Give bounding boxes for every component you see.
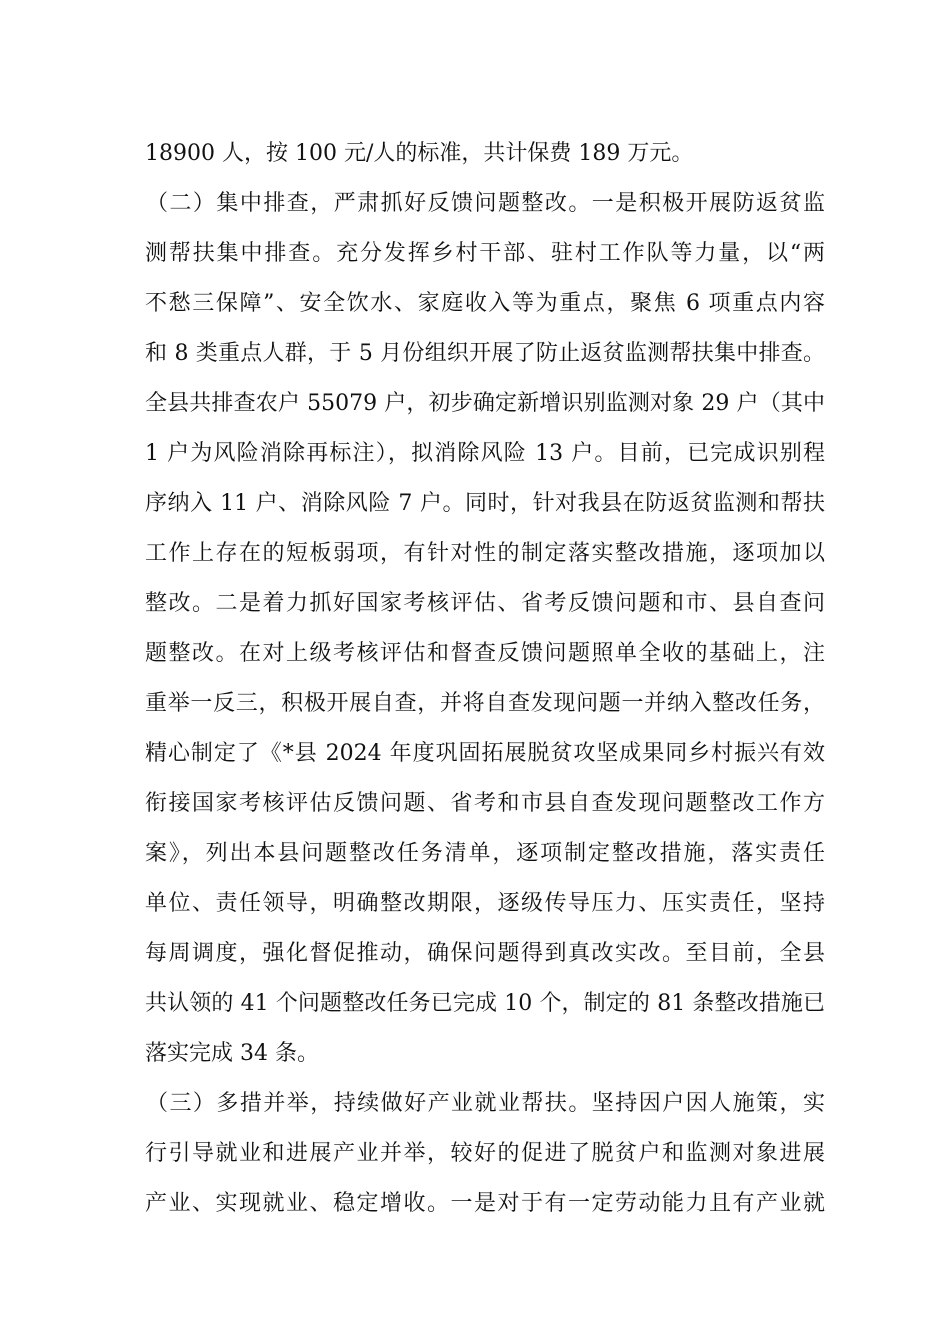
text-line: 单位、责任领导，明确整改期限，逐级传导压力、压实责任，坚持 (145, 891, 825, 916)
text-line: 精心制定了《*县 2024 年度巩固拓展脱贫攻坚成果同乡村振兴有效 (145, 741, 825, 766)
text-line: 题整改。在对上级考核评估和督查反馈问题照单全收的基础上，注 (145, 641, 825, 666)
text-line: 产业、实现就业、稳定增收。一是对于有一定劳动能力且有产业就 (145, 1191, 825, 1216)
text-line: 不愁三保障”、安全饮水、家庭收入等为重点，聚焦 6 项重点内容 (145, 291, 825, 316)
text-line: 每周调度，强化督促推动，确保问题得到真改实改。至目前，全县 (145, 941, 825, 966)
text-line: 和 8 类重点人群，于 5 月份组织开展了防止返贫监测帮扶集中排查。 (145, 341, 825, 366)
text-line: 案》，列出本县问题整改任务清单，逐项制定整改措施，落实责任 (145, 841, 825, 866)
text-line: 全县共排查农户 55079 户，初步确定新增识别监测对象 29 户（其中 (145, 391, 825, 416)
section-heading-line: （二）集中排查，严肃抓好反馈问题整改。一是积极开展防返贫监 (146, 191, 825, 216)
text-line: 行引导就业和进展产业并举，较好的促进了脱贫户和监测对象进展 (145, 1141, 825, 1166)
text-line: 落实完成 34 条。 (145, 1041, 319, 1066)
text-line: 共认领的 41 个问题整改任务已完成 10 个，制定的 81 条整改措施已 (145, 991, 825, 1016)
text-line: 测帮扶集中排查。充分发挥乡村干部、驻村工作队等力量，以“两 (145, 241, 825, 266)
text-line: 整改。二是着力抓好国家考核评估、省考反馈问题和市、县自查问 (145, 591, 825, 616)
section-heading-line: （三）多措并举，持续做好产业就业帮扶。坚持因户因人施策，实 (146, 1091, 825, 1116)
text-line: 工作上存在的短板弱项，有针对性的制定落实整改措施，逐项加以 (145, 541, 825, 566)
text-line: 序纳入 11 户、消除风险 7 户。同时，针对我县在防返贫监测和帮扶 (145, 491, 825, 516)
text-line: 衔接国家考核评估反馈问题、省考和市县自查发现问题整改工作方 (145, 791, 825, 816)
text-line: 1 户为风险消除再标注），拟消除风险 13 户。目前，已完成识别程 (145, 441, 825, 466)
text-line: 18900 人，按 100 元/人的标准，共计保费 189 万元。 (145, 141, 694, 166)
text-line: 重举一反三，积极开展自查，并将自查发现问题一并纳入整改任务， (145, 691, 825, 716)
